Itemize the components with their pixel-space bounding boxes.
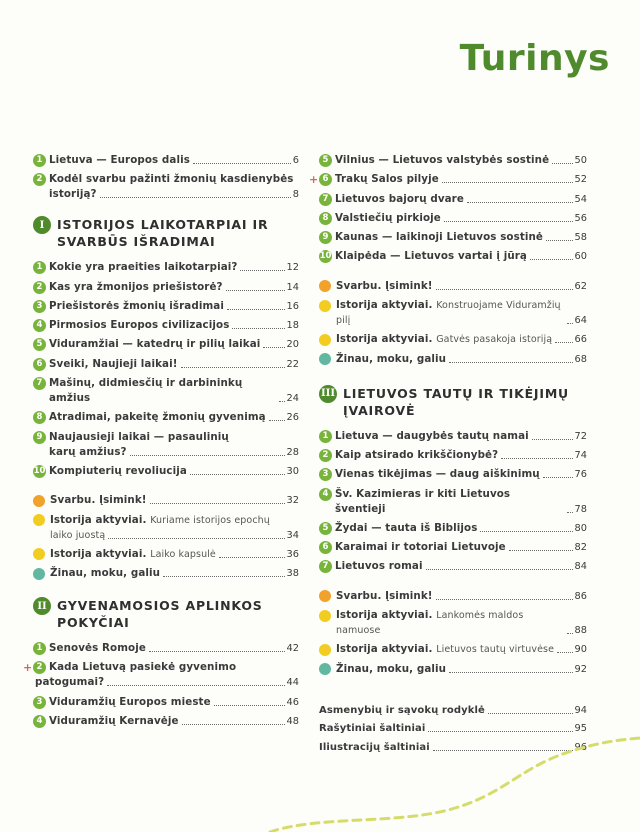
- page-number: 52: [574, 174, 587, 186]
- entry-title: Trakų Salos pilyje: [335, 173, 439, 186]
- entry-title: Senovės Romoje: [49, 642, 146, 655]
- page-number: 86: [574, 590, 587, 602]
- entry-title: Kada Lietuvą pasiekė gyvenimo: [49, 661, 237, 674]
- page-number: 92: [574, 663, 587, 675]
- chapter-number-badge: 6: [319, 173, 332, 186]
- chapter-number-badge: 4: [33, 715, 46, 728]
- entry-title: Žinau, moku, galiu: [336, 352, 447, 365]
- entry-title: Lietuvos romai: [335, 560, 423, 573]
- entry-subtitle: Konstruojame Viduramžių pilį: [336, 300, 561, 327]
- entry-title: Žinau, moku, galiu: [336, 662, 447, 675]
- page-number: 66: [574, 334, 587, 346]
- page-number: 90: [574, 644, 587, 656]
- section-title-line: POKYČIAI: [57, 615, 130, 631]
- page-number: 94: [574, 704, 587, 716]
- chapter-number-badge: 3: [33, 300, 46, 313]
- page-number: 8: [292, 189, 299, 201]
- page-number: 14: [286, 281, 299, 293]
- chapter-number-badge: 2: [33, 281, 46, 294]
- entry-subtitle-continued: laiko juostą: [50, 529, 106, 541]
- page-number: 80: [574, 522, 587, 534]
- entry-title: Istorija aktyviai.: [336, 609, 433, 622]
- chapter-number-badge: 1: [33, 154, 46, 167]
- chapter-number-badge: 8: [319, 212, 332, 225]
- entry-title: Lietuva — Europos dalis: [49, 154, 190, 166]
- page-number: 22: [286, 358, 299, 370]
- entry-title-continued: patogumai?: [35, 676, 105, 689]
- chapter-number-badge: 6: [319, 541, 332, 554]
- page-number: 20: [286, 339, 299, 351]
- section-number-badge: I: [33, 216, 51, 234]
- page-number: 38: [286, 568, 299, 580]
- chapter-number-badge: 5: [319, 154, 332, 167]
- entry-title: Žinau, moku, galiu: [50, 567, 161, 580]
- chapter-number-badge: 2: [319, 449, 332, 462]
- entry-title: Vilnius — Lietuvos valstybės sostinė: [335, 154, 550, 166]
- page-number: 78: [574, 503, 587, 515]
- page-number: 32: [286, 495, 299, 507]
- entry-title: Kokie yra praeities laikotarpiai?: [49, 261, 238, 274]
- page-number: 16: [286, 300, 299, 312]
- entry-title: Kaip atsirado krikščionybė?: [335, 448, 499, 461]
- page-number: 76: [574, 469, 587, 481]
- entry-title: Kaunas — laikinoji Lietuvos sostinė: [335, 231, 543, 244]
- plus-icon: +: [309, 173, 319, 187]
- entry-title: Iliustracijų šaltiniai: [319, 741, 430, 753]
- page-number: 6: [292, 155, 299, 166]
- page-number: 58: [574, 232, 587, 244]
- chapter-number-badge: 1: [33, 642, 46, 655]
- entry-title: Valstiečių pirkioje: [335, 211, 441, 224]
- section-number-badge: II: [33, 597, 51, 615]
- chapter-number-badge: 4: [319, 488, 332, 501]
- section-title-line: ISTORIJOS LAIKOTARPIAI IR: [57, 217, 269, 233]
- chapter-number-badge: 3: [319, 468, 332, 481]
- chapter-number-badge: 1: [33, 261, 46, 274]
- page-number: 88: [574, 625, 587, 637]
- page-number: 30: [286, 465, 299, 477]
- entry-title: Vienas tikėjimas — daug aiškinimų: [335, 468, 540, 481]
- page-number: 34: [286, 529, 299, 541]
- page-number: 64: [574, 315, 587, 327]
- entry-subtitle: Lietuvos tautų virtuvėse: [436, 644, 555, 656]
- page-number: 68: [574, 353, 587, 365]
- entry-subtitle: Lankomės maldos namuose: [336, 610, 524, 637]
- entry-title-continued: istoriją?: [49, 188, 97, 201]
- page-number: 12: [286, 262, 299, 274]
- entry-subtitle: Kuriame istorijos epochų: [150, 514, 270, 526]
- section-title-line: SVARBŪS IŠRADIMAI: [57, 234, 216, 250]
- entry-title: Mašinų, didmiesčių ir darbininkų amžius: [49, 377, 243, 405]
- page-number: 95: [574, 723, 587, 735]
- entry-title: Rašytiniai šaltiniai: [319, 723, 426, 735]
- chapter-number-badge: 5: [33, 338, 46, 351]
- chapter-number-badge: 8: [33, 411, 46, 424]
- chapter-number-badge: 2: [33, 661, 46, 674]
- page-number: 48: [286, 716, 299, 728]
- entry-title: Svarbu. Įsimink!: [336, 589, 433, 602]
- chapter-number-badge: 7: [33, 377, 46, 390]
- entry-title: Kas yra žmonijos priešistorė?: [49, 280, 223, 293]
- chapter-number-badge: 9: [319, 231, 332, 244]
- entry-title-continued: karų amžius?: [49, 445, 127, 458]
- chapter-number-badge: 5: [319, 522, 332, 535]
- chapter-number-badge: 10: [33, 465, 46, 476]
- page-number: 44: [286, 677, 299, 689]
- chapter-number-badge: 7: [319, 560, 332, 573]
- entry-title: Kodėl svarbu pažinti žmonių kasdienybės: [49, 173, 294, 186]
- entry-title: Istorija aktyviai.: [50, 513, 147, 526]
- section-number-badge: III: [319, 385, 337, 403]
- page-number: 54: [574, 193, 587, 205]
- entry-subtitle: Gatvės pasakoja istoriją: [436, 334, 553, 346]
- entry-title: Žydai — tauta iš Biblijos: [335, 521, 478, 534]
- entry-subtitle: Laiko kapsulė: [150, 548, 216, 560]
- chapter-number-badge: 1: [319, 430, 332, 443]
- page-number: 24: [286, 393, 299, 405]
- entry-title: Šv. Kazimieras ir kiti Lietuvos šventieji: [335, 487, 511, 515]
- page-number: 42: [286, 643, 299, 655]
- chapter-number-badge: 7: [319, 193, 332, 206]
- entry-title: Lietuva — daugybės tautų namai: [335, 429, 529, 442]
- page-number: 82: [574, 542, 587, 554]
- entry-title: Pirmosios Europos civilizacijos: [49, 319, 230, 332]
- entry-title: Viduramžiai — katedrų ir pilių laikai: [49, 338, 261, 351]
- entry-title: Istorija aktyviai.: [50, 547, 147, 560]
- page-number: 74: [574, 449, 587, 461]
- chapter-number-badge: 6: [33, 358, 46, 371]
- entry-title: Istorija aktyviai.: [336, 643, 433, 656]
- section-title-line: LIETUVOS TAUTŲ IR TIKĖJIMŲ: [343, 385, 570, 401]
- page-number: 60: [574, 251, 587, 263]
- chapter-number-badge: 2: [33, 173, 46, 186]
- chapter-number-badge: 10: [319, 251, 332, 262]
- entry-title: Svarbu. Įsimink!: [336, 279, 433, 292]
- entry-title: Sveiki, Naujieji laikai!: [49, 357, 178, 370]
- chapter-number-badge: 4: [33, 319, 46, 332]
- page-number: 50: [574, 155, 587, 166]
- chapter-number-badge: 3: [33, 696, 46, 709]
- plus-icon: +: [23, 661, 33, 675]
- entry-title: Istorija aktyviai.: [336, 333, 433, 346]
- page-number: 62: [574, 280, 587, 292]
- entry-title: Karaimai ir totoriai Lietuvoje: [335, 541, 506, 554]
- page-number: 18: [286, 320, 299, 332]
- entry-title: Lietuvos bajorų dvare: [335, 192, 464, 205]
- entry-title: Viduramžių Europos mieste: [49, 695, 211, 708]
- page-number: 72: [574, 430, 587, 442]
- entry-title: Priešistorės žmonių išradimai: [49, 299, 224, 312]
- page-number: 28: [286, 446, 299, 458]
- page-number: 46: [286, 696, 299, 708]
- entry-title: Viduramžių Kernavėje: [49, 715, 179, 728]
- page-number: 84: [574, 561, 587, 573]
- page-number: 26: [286, 412, 299, 424]
- page-title: Turinys: [459, 38, 610, 79]
- entry-title: Naujausieji laikai — pasaulinių: [49, 430, 229, 443]
- section-title-line: GYVENAMOSIOS APLINKOS: [57, 598, 263, 614]
- entry-title: Kompiuterių revoliucija: [49, 464, 187, 477]
- page-number: 56: [574, 212, 587, 224]
- section-title-line: ĮVAIROVĖ: [343, 402, 416, 418]
- page-number: 36: [286, 548, 299, 560]
- entry-title: Atradimai, pakeitę žmonių gyvenimą: [49, 411, 266, 424]
- entry-title: Istorija aktyviai.: [336, 299, 433, 312]
- page-number: 96: [574, 741, 587, 753]
- entry-title: Svarbu. Įsimink!: [50, 494, 147, 507]
- entry-title: Klaipėda — Lietuvos vartai į jūrą: [335, 250, 527, 263]
- entry-title: Asmenybių ir sąvokų rodyklė: [319, 704, 485, 716]
- chapter-number-badge: 9: [33, 431, 46, 444]
